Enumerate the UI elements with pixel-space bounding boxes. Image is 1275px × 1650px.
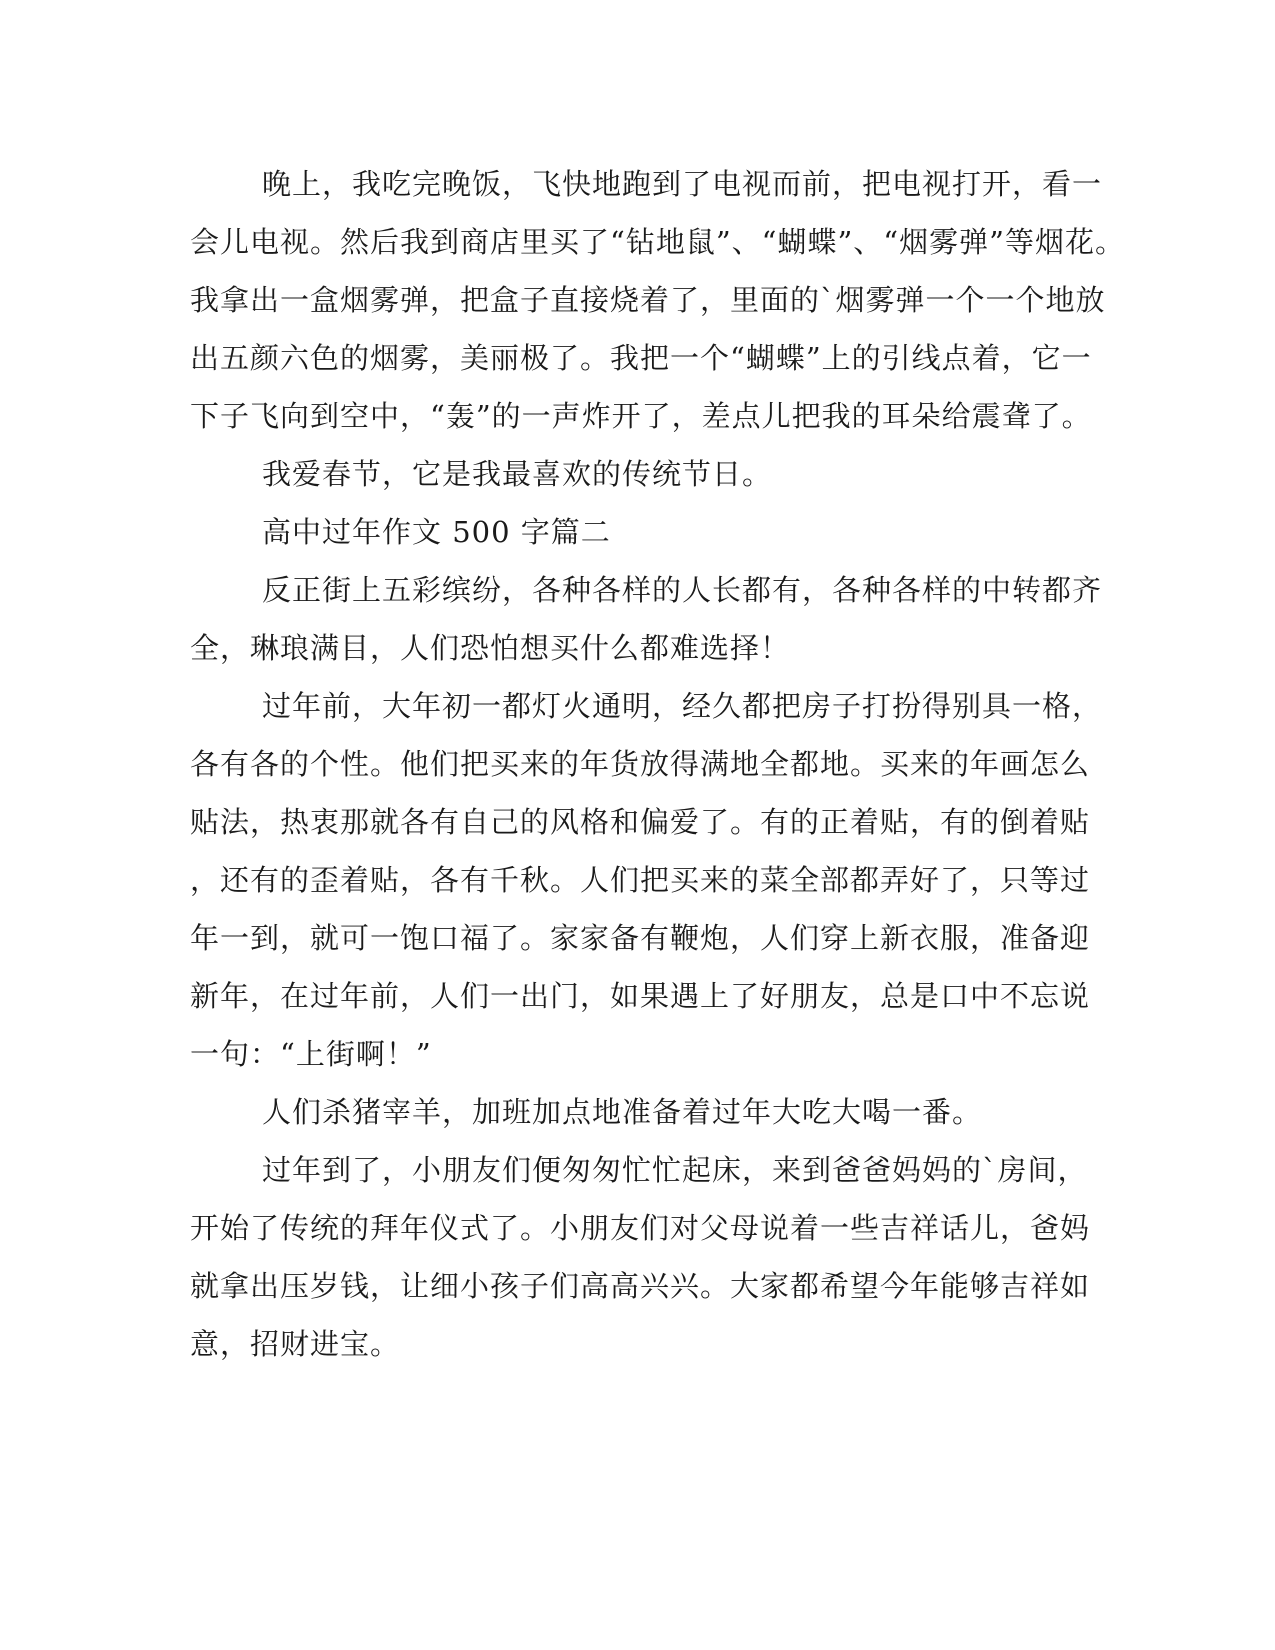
text-line: 意，招财进宝。 xyxy=(190,1327,401,1361)
text-line: 下子飞向到空中，“轰”的一声炸开了，差点儿把我的耳朵给震聋了。 xyxy=(190,399,1092,433)
text-line: 开始了传统的拜年仪式了。小朋友们对父母说着一些吉祥话儿，爸妈 xyxy=(190,1211,1091,1245)
text-line: 我拿出一盒烟雾弹，把盒子直接烧着了，里面的`烟雾弹一个一个地放 xyxy=(190,283,1106,317)
section-heading: 高中过年作文 500 字篇二 xyxy=(262,515,611,549)
text-line: 全，琳琅满目，人们恐怕想买什么都难选择！ xyxy=(190,631,791,665)
text-line: 晚上，我吃完晚饭，飞快地跑到了电视而前，把电视打开，看一 xyxy=(262,167,1103,201)
text-line: 会儿电视。然后我到商店里买了“钻地鼠”、“蝴蝶”、“烟雾弹”等烟花。 xyxy=(190,225,1125,259)
text-line: 年一到，就可一饱口福了。家家备有鞭炮，人们穿上新衣服，准备迎 xyxy=(190,921,1091,955)
text-line: 各有各的个性。他们把买来的年货放得满地全都地。买来的年画怎么 xyxy=(190,747,1091,781)
text-line: 一句：“上街啊！” xyxy=(190,1037,432,1071)
text-line: 新年，在过年前，人们一出门，如果遇上了好朋友，总是口中不忘说 xyxy=(190,979,1091,1013)
text-line: 人们杀猪宰羊，加班加点地准备着过年大吃大喝一番。 xyxy=(262,1095,983,1129)
text-line: 就拿出压岁钱，让细小孩子们高高兴兴。大家都希望今年能够吉祥如 xyxy=(190,1269,1091,1303)
text-line: 我爱春节，它是我最喜欢的传统节日。 xyxy=(262,457,773,491)
text-line: ，还有的歪着贴，各有千秋。人们把买来的菜全部都弄好了，只等过 xyxy=(190,863,1091,897)
text-line: 过年前，大年初一都灯火通明，经久都把房子打扮得别具一格， xyxy=(262,689,1103,723)
text-line: 出五颜六色的烟雾，美丽极了。我把一个“蝴蝶”上的引线点着，它一 xyxy=(190,341,1092,375)
text-line: 反正街上五彩缤纷，各种各样的人长都有，各种各样的中转都齐 xyxy=(262,573,1103,607)
text-line: 贴法，热衷那就各有自己的风格和偏爱了。有的正着贴，有的倒着贴 xyxy=(190,805,1091,839)
text-line: 过年到了，小朋友们便匆匆忙忙起床，来到爸爸妈妈的`房间， xyxy=(262,1153,1088,1187)
